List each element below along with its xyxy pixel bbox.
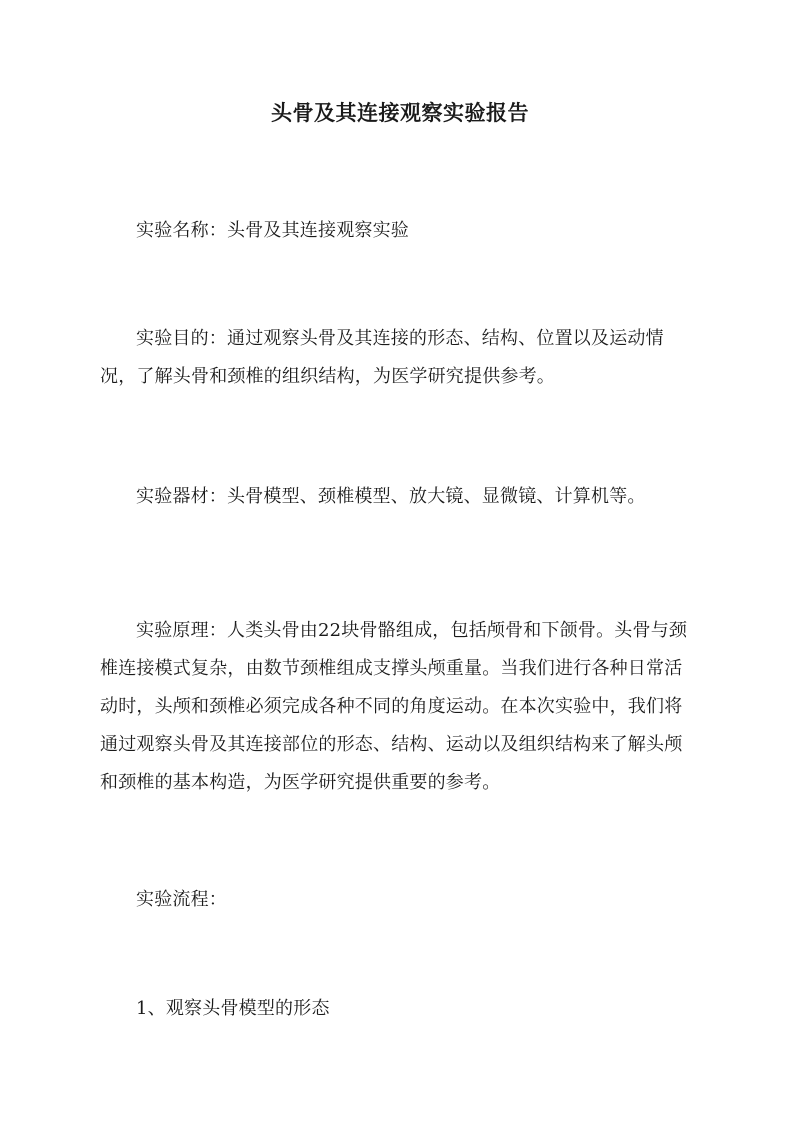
process-step-1: 1、观察头骨模型的形态 — [136, 998, 330, 1019]
document-title: 头骨及其连接观察实验报告 — [271, 100, 529, 125]
experiment-principle-paragraph: 实验原理：人类头骨由22块骨骼组成，包括颅骨和下颌骨。头骨与颈椎连接模式复杂，由数节颈椎组成支撑头颅重量。当我们进行各种日常活动时，头颅和颈椎必须完成各种不同的角度运动。在本次实验中，我们将通过观察头骨及其连接部位的形态、结构、运动以及组织结构来了解头颅和颈椎的基本构造，为医学研究提供重要的参考。 — [100, 620, 688, 793]
experiment-name-paragraph: 实验名称：头骨及其连接观察实验 — [136, 220, 409, 241]
experiment-purpose-paragraph: 实验目的：通过观察头骨及其连接的形态、结构、位置以及运动情况，了解头骨和颈椎的组织结构，为医学研究提供参考。 — [100, 328, 664, 387]
experiment-process-heading: 实验流程： — [136, 889, 227, 910]
experiment-equipment-paragraph: 实验器材：头骨模型、颈椎模型、放大镜、显微镜、计算机等。 — [136, 486, 646, 507]
